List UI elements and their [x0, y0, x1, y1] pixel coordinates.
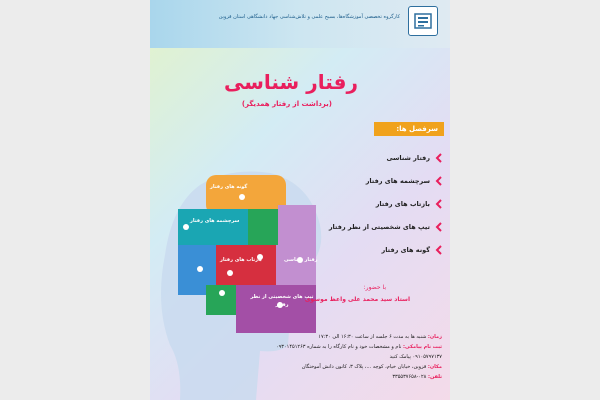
institution-logo-icon	[408, 6, 438, 36]
block-red	[216, 245, 276, 285]
time-row	[272, 332, 442, 342]
tel-label: تلفن:	[427, 374, 442, 380]
chevron-left-icon	[434, 176, 444, 186]
place-row	[272, 362, 442, 372]
signup-row	[272, 342, 442, 352]
chevron-left-icon	[434, 153, 444, 163]
guest-name: استاد سید محمد علی واعظ موسوی	[304, 296, 410, 303]
diagram-label: رفتار شناسی	[284, 257, 318, 263]
topic-label: سرچشمه های رفتار	[365, 176, 430, 185]
organization-text: کارگروه تخصصی آموزشگاه‌ها، بسیج علمی و تلاش‌شناسی جهاد دانشگاهی استان قزوین	[218, 14, 400, 20]
block-green-small	[206, 285, 236, 315]
block-lilac	[276, 245, 316, 285]
tel-value: ۰۲۸-۳۳۵۵۳۷۶۵۸	[392, 374, 427, 380]
topic-label: گونه های رفتار	[381, 245, 430, 254]
phone-row: ۰۹۱۰۵۷۹۷۱۳۷ پیامک کنید	[389, 354, 442, 360]
chevron-left-icon	[434, 245, 444, 255]
diagram-label: سرچشمه های رفتار	[190, 218, 240, 224]
guests-label: با حضور:	[363, 284, 386, 291]
poster-subtitle: (برداشت از رفتار همدیگر)	[241, 100, 332, 108]
topic-label: رفتار شناسی	[386, 153, 430, 162]
diagram-label: گونه های رفتار	[210, 184, 248, 190]
event-info	[272, 332, 442, 382]
chevron-left-icon	[434, 199, 444, 209]
time-label: زمان:	[427, 334, 442, 340]
poster-title: رفتار شناسی	[223, 70, 358, 94]
chevron-left-icon	[434, 222, 444, 232]
place-value: قزوین، خیابان خیام، کوچه ...، پلاک ۳، کانون دانش آموختگان	[301, 364, 427, 370]
top-banner	[150, 0, 450, 48]
diagram-label: بازتاب های رفتار	[220, 257, 262, 263]
block-purple-right	[278, 205, 316, 245]
time-value: شنبه ها به مدت ۶ جلسه از ساعت ۱۶:۳۰ الی ۱۷:۳۰	[318, 334, 427, 340]
place-label: مکان:	[427, 364, 442, 370]
signup-value: نام و مشخصات خود و نام کارگاه را به شماره ۰۹۳۰۱۴۵۱۲۶۳	[275, 344, 402, 350]
tel-row	[272, 372, 442, 382]
signup-label: ثبت نام پیامکی:	[403, 344, 442, 350]
topic-label: بازتاب های رفتار	[375, 199, 430, 208]
topics-header: سرفصل ها:	[374, 122, 444, 136]
poster	[150, 0, 450, 400]
diagram-label: تیپ های شخصیتی از نظر رفتار	[250, 294, 314, 308]
topic-label: تیپ های شخصیتی از نظر رفتار	[328, 222, 430, 231]
